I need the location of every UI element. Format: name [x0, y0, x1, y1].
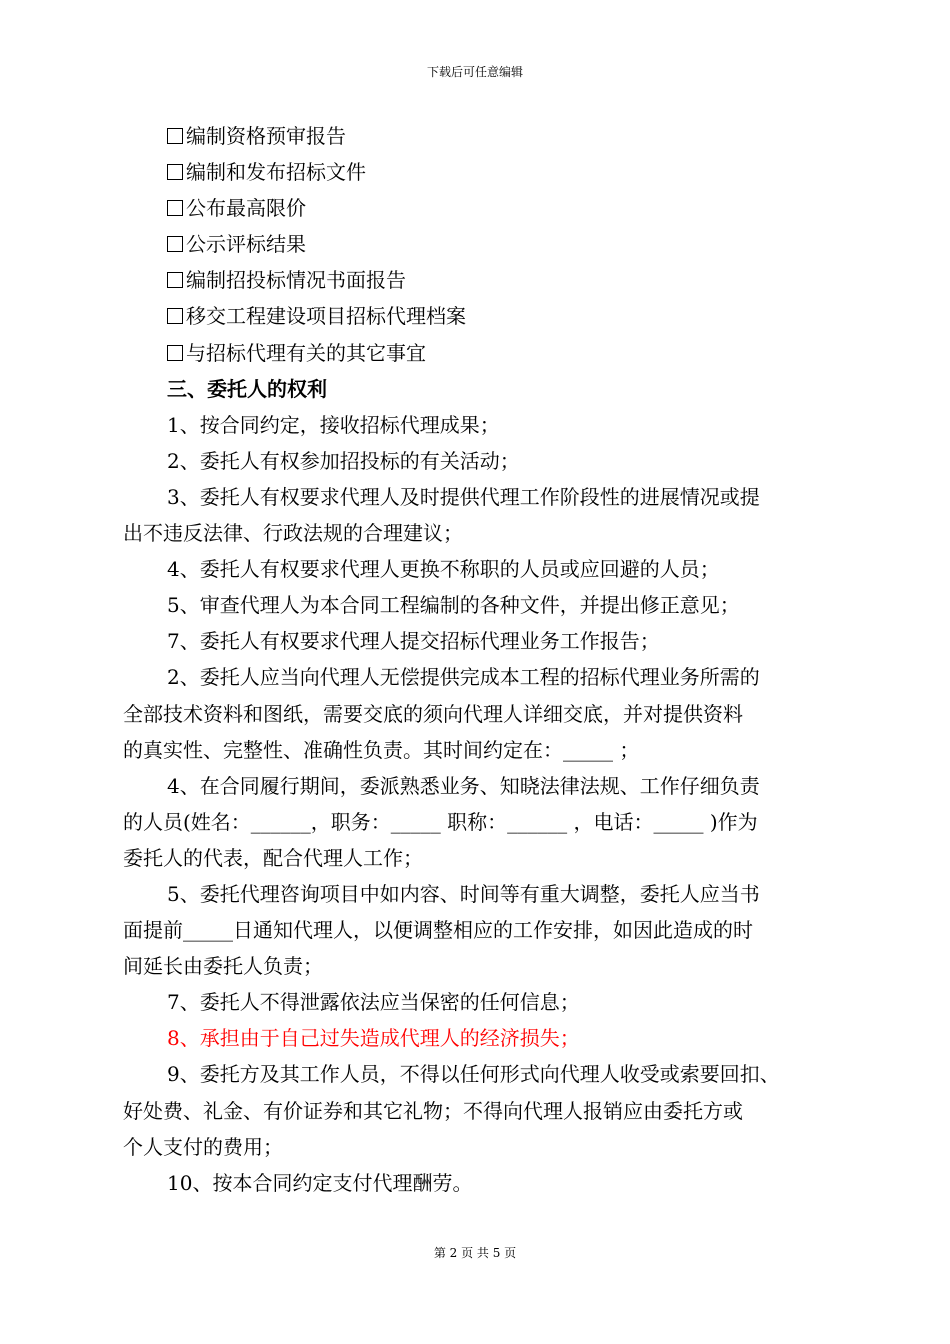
checklist-item: 移交工程建设项目招标代理档案 — [123, 298, 839, 334]
paragraph-line: 全部技术资料和图纸，需要交底的须向代理人详细交底，并对提供资料 — [123, 701, 743, 726]
checkbox-icon[interactable] — [167, 128, 183, 144]
paragraph — [123, 876, 839, 984]
checkbox-icon[interactable] — [167, 308, 183, 324]
paragraph — [123, 587, 839, 623]
paragraph-line: 1、按合同约定，接收招标代理成果； — [167, 412, 500, 437]
paragraph — [123, 1165, 839, 1201]
paragraph-line: 个人支付的费用； — [123, 1134, 283, 1159]
paragraph — [123, 479, 839, 551]
paragraph — [123, 623, 839, 659]
checklist-item: 公示评标结果 — [123, 226, 839, 262]
section-heading: 三、委托人的权利 — [167, 376, 327, 401]
paragraph-line: 7、委托人不得泄露依法应当保密的任何信息； — [167, 990, 580, 1015]
paragraph-line: 3、委托人有权要求代理人及时提供代理工作阶段性的进展情况或提 — [167, 484, 760, 509]
paragraph-list — [123, 407, 839, 1201]
checkbox-icon[interactable] — [167, 164, 183, 180]
paragraph-line: 2、委托人应当向代理人无偿提供完成本工程的招标代理业务所需的 — [167, 665, 760, 690]
paragraph-line: 4、在合同履行期间，委派熟悉业务、知晓法律法规、工作仔细负责 — [167, 773, 760, 798]
checkbox-icon[interactable] — [167, 236, 183, 252]
paragraph-line: 的人员(姓名：______，职务：_____ 职称：______ ，电话：_____ )作为 — [123, 809, 758, 834]
paragraph-line: 7、委托人有权要求代理人提交招标代理业务工作报告； — [167, 629, 660, 654]
paragraph — [123, 551, 839, 587]
paragraph-line: 5、审查代理人为本合同工程编制的各种文件，并提出修正意见； — [167, 593, 740, 618]
checklist-item: 编制招投标情况书面报告 — [123, 262, 839, 298]
paragraph-line: 的真实性、完整性、准确性负责。其时间约定在：_____ ； — [123, 737, 640, 762]
checklist — [123, 118, 839, 371]
checkbox-icon[interactable] — [167, 200, 183, 216]
page-footer: 第 2 页 共 5 页 — [433, 1246, 517, 1260]
paragraph-line: 10、按本合同约定支付代理酬劳。 — [167, 1170, 473, 1195]
paragraph-line: 好处费、礼金、有价证券和其它礼物；不得向代理人报销应由委托方或 — [123, 1098, 743, 1123]
paragraph — [123, 768, 839, 876]
paragraph-line: 4、委托人有权要求代理人更换不称职的人员或应回避的人员； — [167, 557, 720, 582]
paragraph — [123, 407, 839, 443]
checklist-item: 编制资格预审报告 — [123, 118, 839, 154]
paragraph-line: 8、承担由于自己过失造成代理人的经济损失； — [167, 1026, 580, 1051]
checkbox-icon[interactable] — [167, 345, 183, 361]
checklist-item: 公布最高限价 — [123, 190, 839, 226]
paragraph-line: 9、委托方及其工作人员，不得以任何形式向代理人收受或索要回扣、 — [167, 1062, 780, 1087]
checklist-item: 编制和发布招标文件 — [123, 154, 839, 190]
paragraph-line: 2、委托人有权参加招投标的有关活动； — [167, 448, 520, 473]
paragraph — [123, 443, 839, 479]
paragraph-line: 5、委托代理咨询项目中如内容、时间等有重大调整，委托人应当书 — [167, 881, 760, 906]
document-body — [123, 118, 839, 1201]
checkbox-icon[interactable] — [167, 272, 183, 288]
paragraph — [123, 659, 839, 767]
paragraph-line: 委托人的代表，配合代理人工作； — [123, 845, 423, 870]
paragraph-line: 出不违反法律、行政法规的合理建议； — [123, 521, 463, 546]
paragraph — [123, 1020, 839, 1056]
paragraph-line: 面提前_____日通知代理人，以便调整相应的工作安排，如因此造成的时 — [123, 918, 753, 943]
checklist-item: 与招标代理有关的其它事宜 — [123, 335, 839, 371]
paragraph — [123, 984, 839, 1020]
paragraph-line: 间延长由委托人负责； — [123, 954, 323, 979]
page-header: 下载后可任意编辑 — [426, 65, 523, 79]
paragraph — [123, 1056, 839, 1164]
